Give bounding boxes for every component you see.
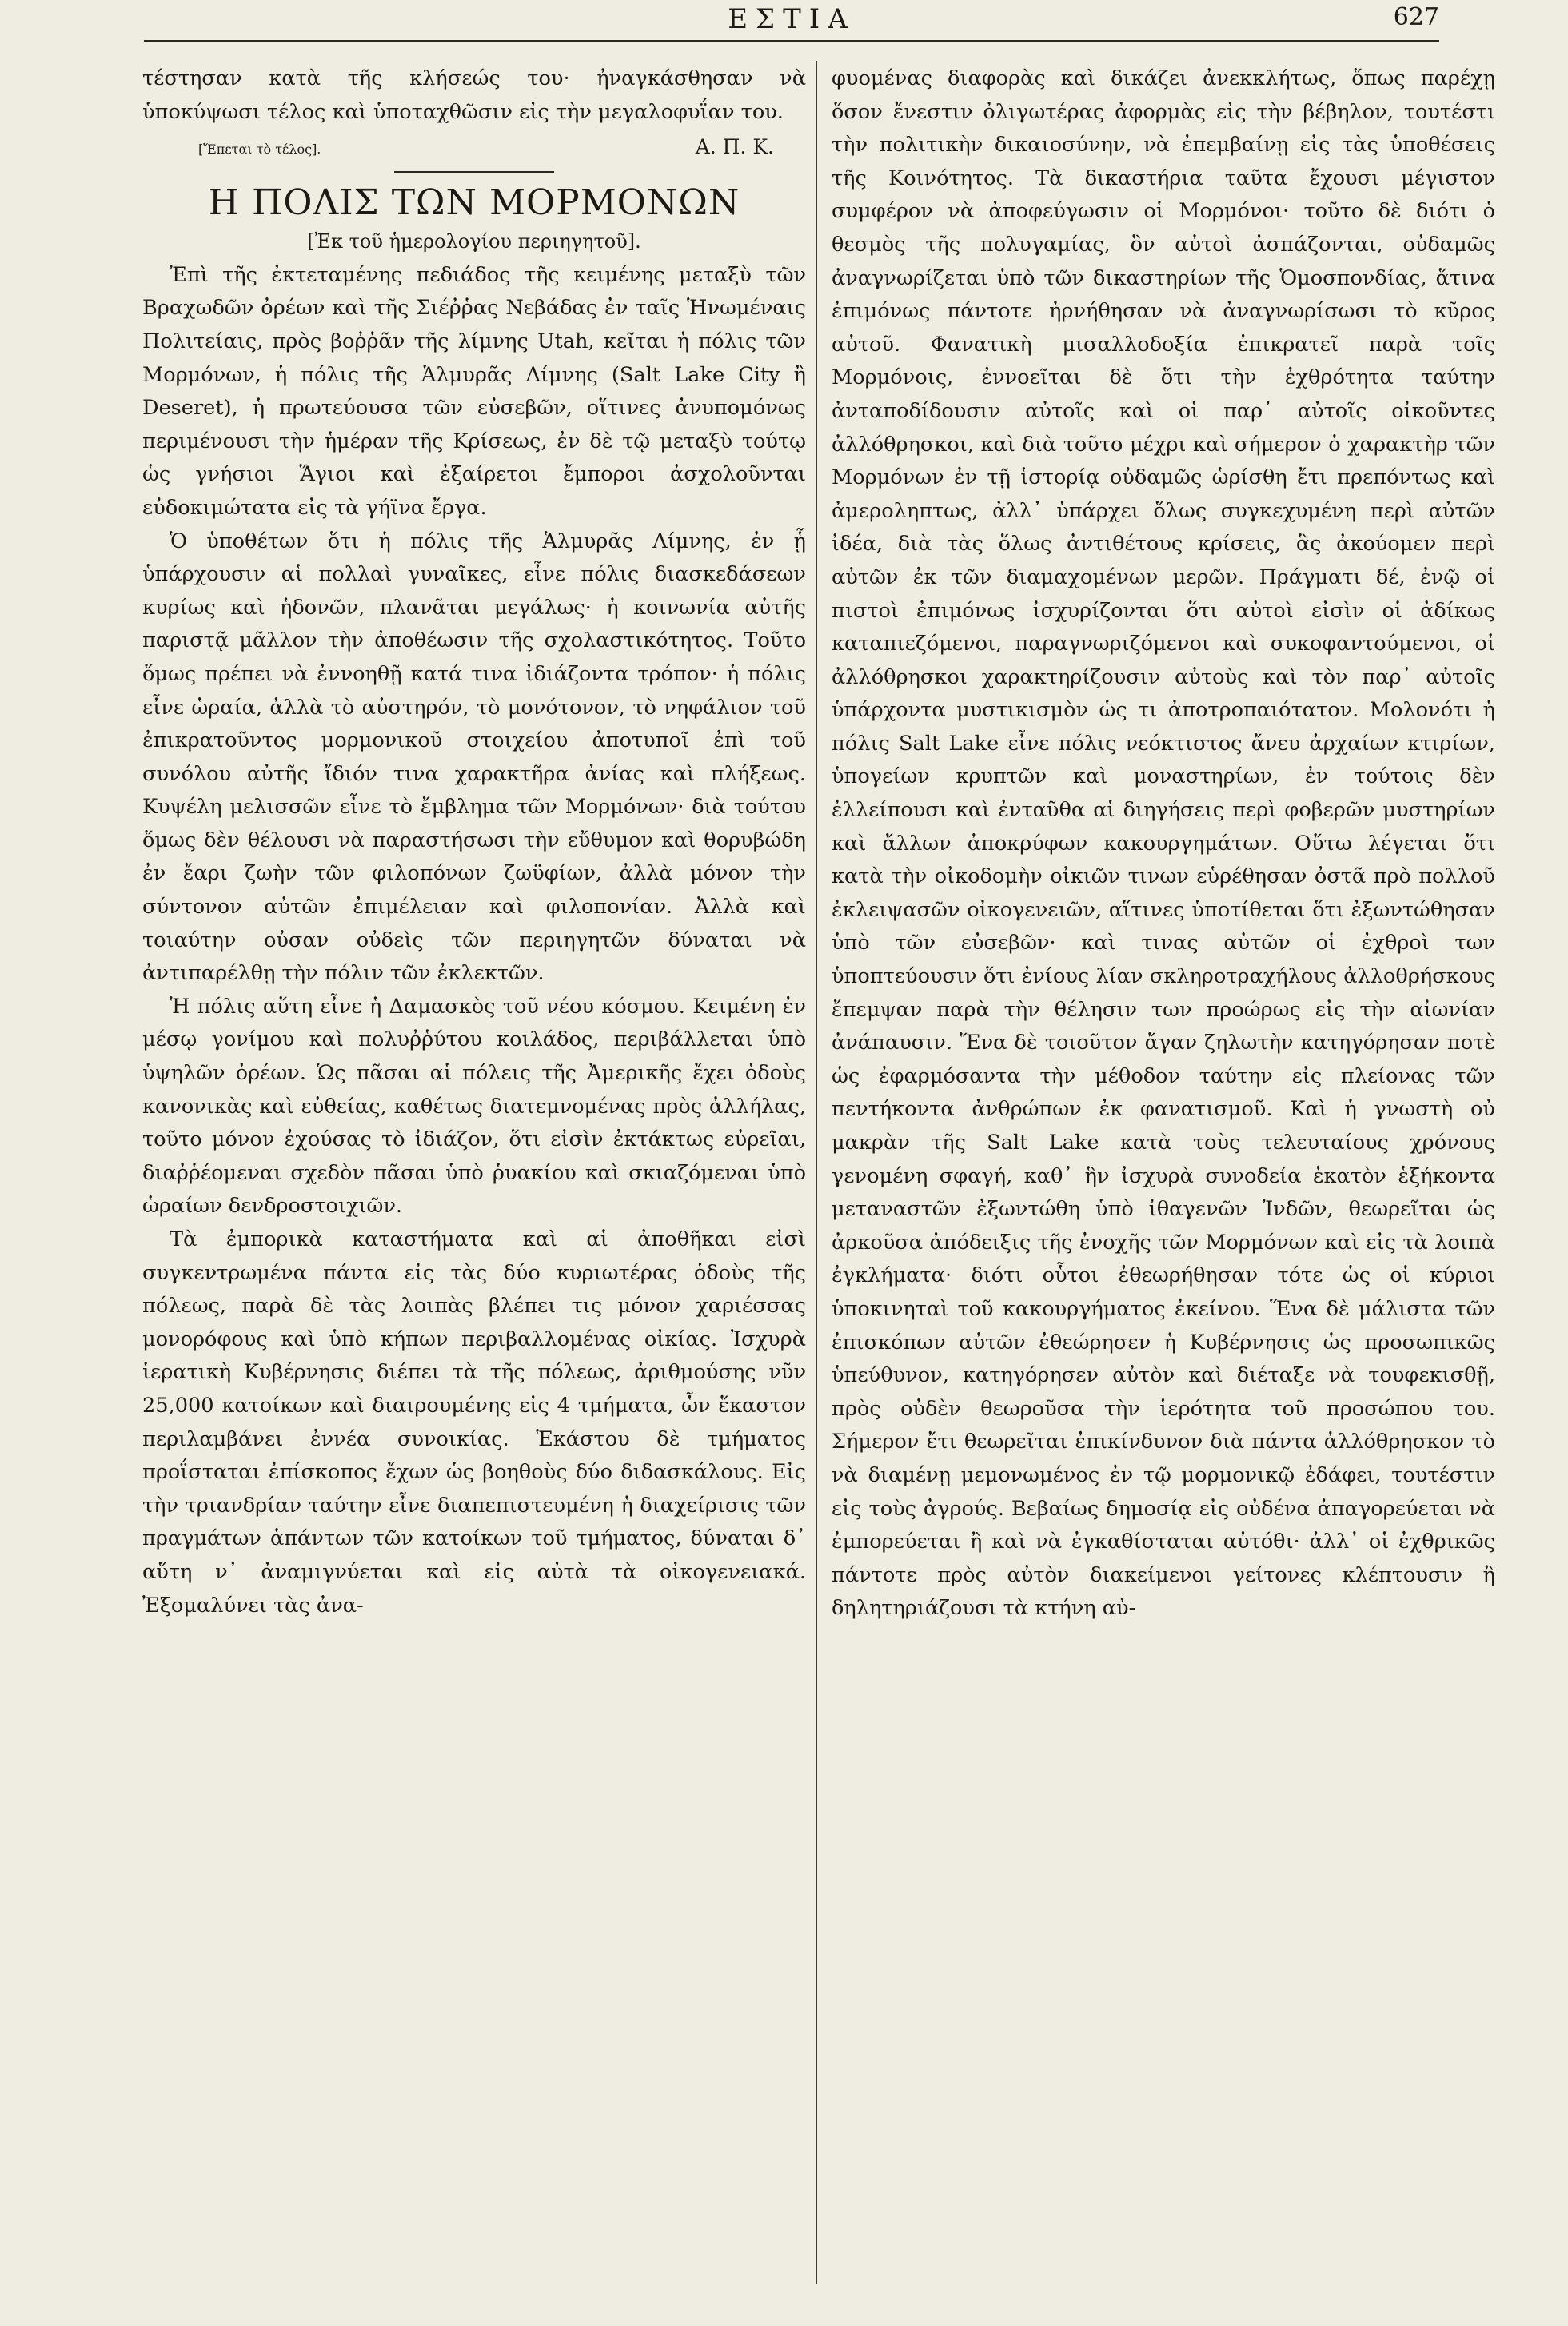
end-note-row [142, 130, 806, 166]
left-column [142, 62, 806, 1622]
running-head [144, 0, 1439, 42]
journal-title: ΕΣΤΙΑ [728, 3, 856, 35]
right-column [832, 62, 1495, 1626]
article-paragraph: Ἐπὶ τῆς ἐκτεταμένης πεδιάδος τῆς κειμένης μεταξὺ τῶν Βραχωδῶν ὀρέων καὶ τῆς Σιέῤῥας Νεβάδας ἐν ταῖς Ἡνωμέναις Πολιτείαις, πρὸς βοῤῥᾶν τῆς λίμνης Utah, κεῖται ἡ πόλις τῶν Μορμόνων, ἡ πόλις τῆς Ἁλμυρᾶς Λίμνης (Salt Lake City ἢ Deseret), ἡ πρωτεύουσα τῶν εὐσεβῶν, οἵτινες ἀνυπομόνως περιμένουσι τὴν ἡμέραν τῆς Κρίσεως, ἐν δὲ τῷ μεταξὺ τούτῳ ὡς γνήσιοι Ἅγιοι καὶ ἐξαίρετοι ἔμποροι ἀσχολοῦνται εὐδοκιμώτατα εἰς τὰ γήϊνα ἔργα. [142, 262, 806, 520]
article-paragraph: Τὰ ἐμπορικὰ καταστήματα καὶ αἱ ἀποθῆκαι εἰσὶ συγκεντρωμένα πάντα εἰς τὰς δύο κυριωτέρας ὁδοὺς τῆς πόλεως, παρὰ δὲ τὰς λοιπὰς βλέπει τις μόνον χαριέσσας μονορόφους καὶ ὑπὸ κήπων περιβαλλομένας οἰκίας. Ἰσχυρὰ ἱερατικὴ Κυβέρνησις διέπει τὰ τῆς πόλεως, ἀριθμούσης νῦν 25,000 κατοίκων καὶ διαιρουμένης εἰς 4 τμήματα, ὧν ἕκαστον περιλαμβάνει ἐννέα συνοικίας. Ἑκάστου δὲ τμήματος προΐσταται ἐπίσκοπος ἔχων ὡς βοηθοὺς δύο διδασκάλους. Εἰς τὴν τριανδρίαν ταύτην εἶνε διαπεπιστευμένη ἡ διαχείρισις τῶν πραγμάτων ἁπάντων τῶν κατοίκων τοῦ τμήματος, δύναται δ᾽ αὕτη ν᾽ ἀναμιγνύεται καὶ εἰς αὐτὰ τὰ οἰκογενειακά. Ἐξομαλύνει τὰς ἀνα- [142, 1227, 806, 1618]
article-paragraph: φυομένας διαφορὰς καὶ δικάζει ἀνεκκλήτως, ὅπως παρέχῃ ὅσον ἔνεστιν ὀλιγωτέρας ἀφορμὰς εἰς τὴν βέβηλον, τουτέστι τὴν πολιτικὴν δικαιοσύνην, νὰ ἐπεμβαίνῃ εἰς τὰς ὑποθέσεις τῆς Κοινότητος. Τὰ δικαστήρια ταῦτα ἔχουσι μέγιστον συμφέρον νὰ ἀποφεύγωσιν οἱ Μορμόνοι· τοῦτο δὲ διότι ὁ θεσμὸς τῆς πολυγαμίας, ὃν αὐτοὶ ἀσπάζονται, οὐδαμῶς ἀναγνωρίζεται ὑπὸ τῶν δικαστηρίων τῆς Ὁμοσπονδίας, ἅτινα ἐπιμόνως πάντοτε ἠρνήθησαν νὰ ἀναγνωρίσωσι τὸ κῦρος αὐτοῦ. Φανατικὴ μισαλλοδοξία ἐπικρατεῖ παρὰ τοῖς Μορμόνοις, ἐννοεῖται δὲ ὅτι τὴν ἐχθρότητα ταύτην ἀνταποδίδουσιν αὐτοῖς καὶ οἱ παρ᾽ αὐτοῖς οἰκοῦντες ἀλλόθρησκοι, καὶ διὰ τοῦτο μέχρι καὶ σήμερον ὁ χαρακτὴρ τῶν Μορμόνων ἐν τῇ ἱστορίᾳ οὐδαμῶς ὡρίσθη ἔτι πρεπόντως καὶ ἀμεροληπτως, ἀλλ᾽ ὑπάρχει ὅλως συγκεχυμένη περὶ αὐτῶν ἰδέα, διὰ τὰς ὅλως ἀντιθέτους κρίσεις, ἃς ἀκούομεν περὶ αὐτῶν ἐκ τῶν διαμαχομένων μερῶν. Πράγματι δέ, ἐνῷ οἱ πιστοὶ ἐπιμόνως ἰσχυρίζονται ὅτι αὐτοὶ εἰσὶν οἱ ἀδίκως καταπιεζόμενοι, παραγνωριζόμενοι καὶ συκοφαντούμενοι, οἱ ἀλλόθρησκοι χαρακτηρίζουσιν αὐτοὺς καὶ τὸν παρ᾽ αὐτοῖς ὑπάρχοντα μυστικισμὸν ὡς τι ἀποτροπαιότατον. Μολονότι ἡ πόλις Salt Lake εἶνε πόλις νεόκτιστος ἄνευ ἀρχαίων κτιρίων, ὑπογείων κρυπτῶν καὶ μοναστηρίων, ἐν τούτοις δὲν ἐλλείπουσι καὶ ἐνταῦθα αἱ διηγήσεις περὶ φοβερῶν μυστηρίων καὶ ἄλλων ἀποκρύφων κακουργημάτων. Οὕτω λέγεται ὅτι κατὰ τὴν οἰκοδομὴν οἰκιῶν τινων εὑρέθησαν ὀστᾶ πρὸ πολλοῦ ἐκλειψασῶν οἰκογενειῶν, αἵτινες ὑποτίθεται ὅτι ἐξωντώθησαν ὑπὸ τῶν εὐσεβῶν· καὶ τινας αὐτῶν οἱ ἐχθροὶ των ὑποπτεύουσιν ὅτι ἐνίους λίαν σκληροτραχήλους ἀλλοθρήσκους ἔπεμψαν παρὰ τὴν θέλησιν των προώρως εἰς τὴν αἰωνίαν ἀνάπαυσιν. Ἕνα δὲ τοιοῦτον ἄγαν ζηλωτὴν κατηγόρησαν ποτὲ ὡς ἐφαρμόσαντα τὴν μέθοδον ταύτην εἰς πλείονας τῶν πεντήκοντα ἀνθρώπων ἐκ φανατισμοῦ. Καὶ ἡ γνωστὴ οὐ μακρὰν τῆς Salt Lake κατὰ τοὺς τελευταίους χρόνους γενομένη σφαγή, καθ᾽ ἣν ἰσχυρὰ συνοδεία ἑκατὸν ἑξήκοντα μεταναστῶν ἐξωντώθη ὑπὸ ἰθαγενῶν Ἰνδῶν, θεωρεῖται ὡς ἀρκοῦσα ἀπόδειξις τῆς ἐνοχῆς τῶν Μορμόνων καὶ εἰς τὰ λοιπὰ ἐγκλήματα· διότι οὗτοι ἐθεωρήθησαν τότε ὡς οἱ κύριοι ὑποκινηταὶ τοῦ κακουργήματος ἐκείνου. Ἕνα δὲ μάλιστα τῶν ἐπισκόπων αὐτῶν ἐθεώρησεν ἡ Κυβέρνησις ὡς προσωπικῶς ὑπεύθυνον, κατηγόρησεν αὐτὸν καὶ διέταξε νὰ τουφεκισθῇ, πρὸς οὐδὲν θεωροῦσα τὴν ἱερότητα τοῦ προσώπου του. Σήμερον ἔτι θεωρεῖται ἐπικίνδυνον διὰ πάντα ἀλλόθρησκον τὸ νὰ διαμένῃ μεμονωμένος ἐν τῷ μορμονικῷ ἐδάφει, τουτέστιν εἰς τοὺς ἀγρούς. Βεβαίως δημοσίᾳ εἰς οὐδένα ἀπαγορεύεται νὰ ἐμπορεύεται ἢ καὶ νὰ ἐγκαθίσταται αὐτόθι· ἀλλ᾽ οἱ ἐχθρικῶς πάντοτε πρὸς αὐτὸν διακείμενοι γείτονες κλέπτουσιν ἢ δηλητηριάζουσι τὰ κτήνη αὐ- [832, 66, 1495, 1621]
column-divider [816, 61, 817, 2284]
page-number: 627 [1393, 3, 1439, 31]
section-divider [394, 171, 554, 173]
article-title: Η ΠΟΛΙΣ ΤΩΝ ΜΟΡΜΟΝΩΝ [208, 182, 740, 223]
continuation-note: [Ἕπεται τὸ τέλος]. [198, 142, 321, 158]
article-paragraph: Ὁ ὑποθέτων ὅτι ἡ πόλις τῆς Ἁλμυρᾶς Λίμνης, ἐν ᾗ ὑπάρχουσιν αἱ πολλαὶ γυναῖκες, εἶνε πόλις διασκεδάσεων κυρίως καὶ ἡδονῶν, πλανᾶται μεγάλως· ἡ κοινωνία αὐτῆς παριστᾷ μᾶλλον τὴν ἀποθέωσιν τῆς σχολαστικότητος. Τοῦτο ὅμως πρέπει νὰ ἐννοηθῇ κατά τινα ἰδιάζοντα τρόπον· ἡ πόλις εἶνε ὡραία, ἀλλὰ τὸ αὐστηρόν, τὸ μονότονον, τὸ νηφάλιον τοῦ ἐπικρατοῦντος μορμονικοῦ στοιχείου ἀποτυποῖ ἐπὶ τοῦ συνόλου αὐτῆς ἴδιόν τινα χαρακτῆρα ἀνίας καὶ πλήξεως. Κυψέλη μελισσῶν εἶνε τὸ ἔμβλημα τῶν Μορμόνων· διὰ τούτου ὅμως δὲν θέλουσι νὰ παραστήσωσι τὴν εὔθυμον καὶ θορυβώδη ἐν ἔαρι ζωὴν τῶν φιλοπόνων ζωϋφίων, ἀλλὰ μόνον τὴν σύντονον αὐτῶν ἐπιμέλειαν καὶ φιλοπονίαν. Ἀλλὰ καὶ τοιαύτην οὐσαν οὐδεὶς τῶν περιηγητῶν δύναται νὰ ἀντιπαρέλθῃ τὴν πόλιν τῶν ἐκλεκτῶν. [142, 529, 806, 986]
article-subtitle: [Ἐκ τοῦ ἡμερολογίου περιηγητοῦ]. [307, 229, 641, 253]
continuation-text: τέστησαν κατὰ τῆς κλήσεώς του· ἠναγκάσθησαν νὰ ὑποκύψωσι τέλος καὶ ὑποταχθῶσιν εἰς τὴν μεγαλοφυΐαν του. [142, 66, 806, 124]
author-signature: Α. Π. Κ. [695, 135, 774, 159]
article-paragraph: Ἡ πόλις αὕτη εἶνε ἡ Δαμασκὸς τοῦ νέου κόσμου. Κειμένη ἐν μέσῳ γονίμου καὶ πολυῤῥύτου κοιλάδος, περιβάλλεται ὑπὸ ὑψηλῶν ὀρέων. Ὡς πᾶσαι αἱ πόλεις τῆς Ἀμερικῆς ἔχει ὁδοὺς κανονικὰς καὶ εὐθείας, καθέτως διατεμνομένας πρὸς ἀλλήλας, τοῦτο μόνον ἐχούσας τὸ ἰδιάζον, ὅτι εἰσὶν ἐκτάκτως εὐρεῖαι, διαῤῥέομεναι σχεδὸν πᾶσαι ὑπὸ ῥυακίου καὶ σκιαζόμεναι ὑπὸ ὡραίων δενδροστοιχιῶν. [142, 994, 806, 1219]
